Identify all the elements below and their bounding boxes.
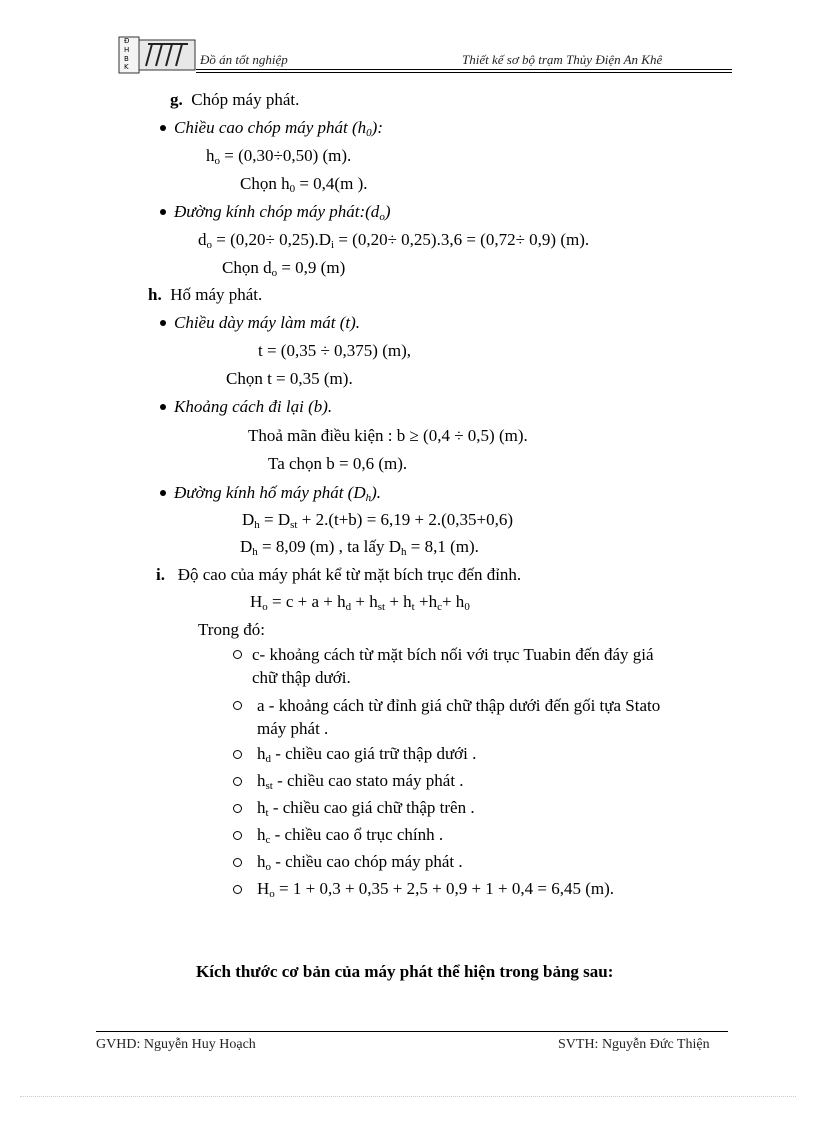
bullet-icon bbox=[160, 125, 166, 131]
logo-letter-3: B bbox=[124, 55, 129, 63]
i-item-Ho-b: = 1 + 0,3 + 0,35 + 2,5 + 0,9 + 1 + 0,4 = 6,45 (m). bbox=[274, 879, 615, 898]
g-f3-sub2: i bbox=[331, 239, 335, 251]
h-formula-5 bbox=[242, 510, 513, 530]
g-bullet-2-text: Đường kính chóp máy phát:(d bbox=[174, 202, 380, 221]
circle-bullet-icon bbox=[233, 777, 242, 786]
h-bullet-3-text: Đường kính hố máy phát (D bbox=[174, 483, 366, 502]
i-item-a-line1: a - khoảng cách từ đỉnh giá chữ thập dưới đến gối tựa Stato bbox=[257, 696, 661, 715]
section-i-title: Độ cao của máy phát kể từ mặt bích trục đến đỉnh. bbox=[177, 565, 522, 584]
i-where-label: Trong đó: bbox=[198, 620, 265, 639]
h-bullet-3-end: ). bbox=[371, 483, 382, 502]
i-eq-sub: c bbox=[437, 601, 442, 613]
section-h-heading bbox=[148, 285, 262, 305]
i-item-hd bbox=[257, 744, 476, 764]
h-formula-2: Chọn t = 0,35 (m). bbox=[226, 369, 353, 388]
logo-letter-2: H bbox=[124, 46, 130, 54]
circle-bullet-icon bbox=[233, 831, 242, 840]
i-item-hst-a: h bbox=[257, 771, 266, 790]
g-bullet-1 bbox=[174, 118, 383, 138]
i-item-ht bbox=[257, 798, 475, 818]
i-eq-sub: o bbox=[262, 601, 268, 613]
section-h-marker: h. bbox=[148, 285, 162, 304]
i-eq-sub: 0 bbox=[464, 601, 470, 613]
i-item-hst-b: - chiều cao stato máy phát . bbox=[272, 771, 464, 790]
g-formula-2 bbox=[240, 174, 367, 194]
section-g-title: Chóp máy phát. bbox=[191, 90, 300, 109]
h-f6-sub1: h bbox=[252, 546, 258, 558]
i-equation bbox=[250, 592, 470, 612]
h-bullet-2: Khoảng cách đi lại (b). bbox=[174, 397, 333, 416]
i-item-Ho-sub: o bbox=[269, 888, 275, 900]
i-item-ho-a: h bbox=[257, 852, 266, 871]
header-left-text: Đồ án tốt nghiệp bbox=[200, 52, 288, 67]
circle-bullet-icon bbox=[233, 750, 242, 759]
circle-bullet-icon bbox=[233, 858, 242, 867]
section-h-title: Hố máy phát. bbox=[170, 285, 263, 304]
g-bullet-2 bbox=[174, 202, 390, 222]
logo-letter-4: K bbox=[124, 63, 129, 71]
h-bullet-3-sub: h bbox=[365, 492, 372, 504]
university-logo-icon bbox=[118, 36, 196, 74]
g-f3-sub1: o bbox=[206, 239, 212, 251]
section-i-heading bbox=[156, 565, 521, 585]
section-g-heading bbox=[170, 90, 299, 110]
g-f2-a: Chọn h bbox=[240, 174, 290, 193]
h-f6-c: = 8,1 (m). bbox=[406, 537, 479, 556]
g-f3-b: = (0,20÷ 0,25).D bbox=[212, 230, 332, 249]
h-f5-a: D bbox=[242, 510, 255, 529]
i-item-Ho-a: H bbox=[257, 879, 270, 898]
g-bullet-1-sub: 0 bbox=[366, 127, 372, 139]
section-i-marker: i. bbox=[156, 565, 165, 584]
header-right-text: Thiết kế sơ bộ trạm Thủy Điện An Khê bbox=[462, 52, 663, 67]
i-item-hd-sub: d bbox=[265, 753, 271, 765]
i-item-c-line1: c- khoảng cách từ mặt bích nối với trục Tuabin đến đáy giá bbox=[252, 645, 654, 664]
i-item-c-line2: chữ thập dưới. bbox=[252, 668, 351, 687]
h-formula-6 bbox=[240, 537, 479, 557]
i-eq-sub: t bbox=[411, 601, 415, 613]
i-item-hc bbox=[257, 825, 443, 845]
i-eq-part: + h bbox=[385, 592, 412, 611]
i-eq-sub: st bbox=[377, 601, 386, 613]
g-formula-4 bbox=[222, 258, 345, 278]
g-f3-a: d bbox=[198, 230, 207, 249]
section-g-marker: g. bbox=[170, 90, 183, 109]
circle-bullet-icon bbox=[233, 650, 242, 659]
h-f5-sub1: h bbox=[254, 519, 260, 531]
circle-bullet-icon bbox=[233, 885, 242, 894]
i-item-hd-b: - chiều cao giá trữ thập dưới . bbox=[271, 744, 477, 763]
i-eq-part: = c + a + h bbox=[267, 592, 346, 611]
bullet-icon bbox=[160, 320, 166, 326]
g-formula-3 bbox=[198, 230, 589, 250]
i-eq-part: H bbox=[250, 592, 263, 611]
g-f2-sub: 0 bbox=[289, 183, 296, 195]
h-f6-a: D bbox=[240, 537, 253, 556]
g-f4-a: Chọn d bbox=[222, 258, 272, 277]
h-bullet-1: Chiều dày máy làm mát (t). bbox=[174, 313, 361, 332]
i-item-hst bbox=[257, 771, 464, 791]
h-formula-4: Ta chọn b = 0,6 (m). bbox=[268, 454, 408, 473]
h-formula-1: t = (0,35 ÷ 0,375) (m), bbox=[258, 341, 412, 360]
g-f4-sub: o bbox=[271, 267, 278, 279]
g-f3-c: = (0,20÷ 0,25).3,6 = (0,72÷ 0,9) (m). bbox=[334, 230, 590, 249]
i-item-ho-b: - chiều cao chóp máy phát . bbox=[271, 852, 463, 871]
bullet-icon bbox=[160, 209, 166, 215]
i-item-hc-a: h bbox=[257, 825, 266, 844]
circle-bullet-icon bbox=[233, 701, 242, 710]
h-f5-b: = D bbox=[259, 510, 291, 529]
g-f4-b: = 0,9 (m) bbox=[277, 258, 346, 277]
g-bullet-1-end: ): bbox=[371, 118, 383, 137]
g-f1-a: h bbox=[206, 146, 215, 165]
h-f6-b: = 8,09 (m) , ta lấy D bbox=[257, 537, 401, 556]
i-item-hst-sub: st bbox=[265, 780, 273, 792]
header-rule bbox=[196, 69, 732, 70]
i-item-a-line2: máy phát . bbox=[257, 719, 329, 738]
circle-bullet-icon bbox=[233, 804, 242, 813]
header-logo bbox=[118, 36, 196, 74]
g-bullet-2-end: ) bbox=[384, 202, 391, 221]
g-f1-sub: o bbox=[214, 155, 220, 167]
page-bottom-dotted-rule bbox=[20, 1096, 796, 1097]
header-rule-2 bbox=[196, 72, 732, 73]
i-item-Ho bbox=[257, 879, 614, 899]
i-item-ht-sub: t bbox=[265, 807, 269, 819]
i-eq-part: + h bbox=[351, 592, 378, 611]
g-formula-1 bbox=[206, 146, 351, 166]
bullet-icon bbox=[160, 404, 166, 410]
logo-letter-1: Đ bbox=[124, 37, 130, 45]
h-bullet-3 bbox=[174, 483, 381, 503]
h-f5-sub2: st bbox=[290, 519, 298, 531]
h-f5-c: + 2.(t+b) = 6,19 + 2.(0,35+0,6) bbox=[297, 510, 514, 529]
footer-rule bbox=[96, 1031, 728, 1032]
g-bullet-1-text: Chiều cao chóp máy phát (h bbox=[174, 118, 367, 137]
i-item-ho-sub: o bbox=[265, 861, 271, 873]
h-f6-sub2: h bbox=[400, 546, 407, 558]
footer-left-text: GVHD: Nguyễn Huy Hoạch bbox=[96, 1037, 256, 1052]
i-item-hd-a: h bbox=[257, 744, 266, 763]
i-item-ht-b: - chiều cao giá chữ thập trên . bbox=[268, 798, 475, 817]
g-f1-b: = (0,30÷0,50) (m). bbox=[220, 146, 352, 165]
i-item-hc-b: - chiều cao ổ trục chính . bbox=[270, 825, 444, 844]
i-eq-part: +h bbox=[414, 592, 438, 611]
i-eq-part: + h bbox=[441, 592, 465, 611]
footer-right-text: SVTH: Nguyễn Đức Thiện bbox=[558, 1037, 710, 1052]
i-item-ht-a: h bbox=[257, 798, 266, 817]
g-f2-b: = 0,4(m ). bbox=[295, 174, 368, 193]
bullet-icon bbox=[160, 490, 166, 496]
table-caption: Kích thước cơ bản của máy phát thể hiện trong bảng sau: bbox=[196, 962, 614, 981]
i-item-ho bbox=[257, 852, 463, 872]
h-formula-3: Thoả mãn điều kiện : b ≥ (0,4 ÷ 0,5) (m). bbox=[248, 426, 528, 445]
i-eq-sub: d bbox=[345, 601, 352, 613]
i-item-hc-sub: c bbox=[265, 834, 271, 846]
g-bullet-2-sub: o bbox=[379, 211, 385, 223]
